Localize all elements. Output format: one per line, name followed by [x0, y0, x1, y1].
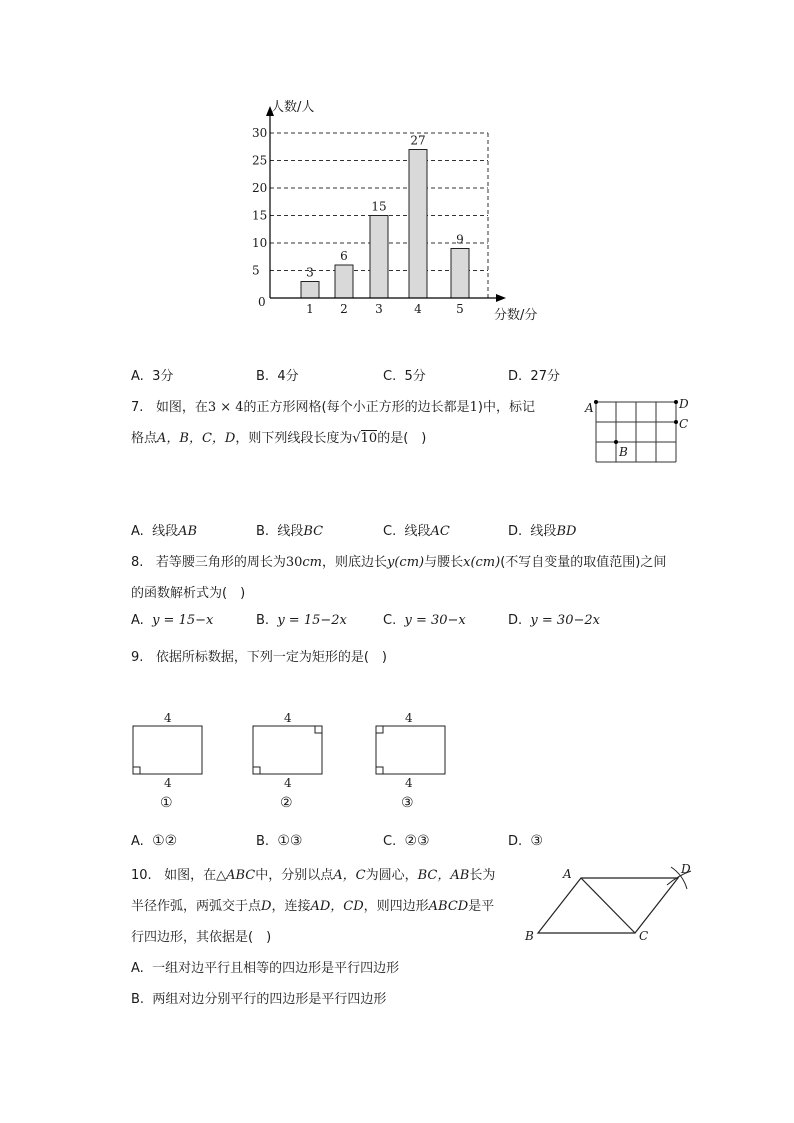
rect-1-top: 4 [164, 711, 172, 725]
math: cm [302, 555, 322, 570]
option-letter: C. [383, 834, 397, 849]
option-letter: C. [383, 613, 397, 628]
right-angle-mark [253, 767, 260, 774]
bar [335, 265, 353, 298]
bar-value-label: 6 [340, 249, 348, 263]
bar [370, 216, 388, 299]
q6-option-b[interactable] [256, 365, 299, 384]
option-letter: D. [508, 613, 523, 628]
y-tick-label: 30 [252, 126, 268, 140]
text: ，则下列线段长度为 [235, 431, 353, 446]
text: (不写自变量的取值范围)之间 [500, 555, 667, 570]
option-letter: A. [131, 834, 144, 849]
text: 中，分别以点 [255, 868, 334, 883]
text: 半径作弧，两弧交于点 [131, 899, 262, 914]
option-text: 线段 [530, 524, 557, 539]
option-letter: B. [256, 613, 270, 628]
q10-line3 [131, 926, 271, 945]
question-number: 9. [131, 650, 144, 665]
rect-2-bottom: 4 [284, 776, 292, 790]
text: 如图，在 [155, 400, 208, 415]
text: 的正方形网格(每个小正方形的边长都是 [243, 400, 470, 415]
text: 与腰长 [424, 555, 464, 570]
option-text: 线段 [152, 524, 179, 539]
label-a: A [585, 401, 594, 415]
text: 依据所标数据，下列一定为矩形的是( ) [155, 650, 387, 665]
q9-option-a[interactable] [131, 833, 177, 849]
option-letter: A. [131, 613, 144, 628]
text: ，则底边长 [321, 555, 387, 570]
q8-option-a[interactable] [131, 613, 213, 628]
y-tick-label: 15 [252, 208, 268, 223]
x-axis-arrow [496, 294, 506, 302]
option-letter: B. [131, 992, 145, 1007]
option-letter: D. [508, 369, 523, 384]
option-math: BC [303, 524, 324, 539]
q8-option-c[interactable] [383, 613, 466, 628]
option-math: BD [556, 524, 577, 539]
text: 长为 [469, 868, 496, 883]
text: )中，标记 [477, 400, 535, 415]
label-c: C [679, 417, 689, 431]
y-tick-label: 20 [252, 181, 268, 195]
q8-option-b[interactable] [256, 613, 347, 628]
option-math: AC [430, 524, 450, 539]
bar-value-label: 3 [306, 265, 314, 280]
option-letter: D. [508, 524, 523, 539]
math: 30 [285, 555, 303, 570]
q10-option-b[interactable] [131, 988, 386, 1007]
x-tick-label: 1 [306, 302, 314, 316]
math: AD，CD [310, 899, 364, 914]
q8-line1 [131, 551, 666, 570]
point-d [674, 400, 678, 404]
bar-chart [0, 0, 794, 340]
right-angle-mark [376, 767, 383, 774]
label-c: C [639, 929, 649, 943]
y-tick-label: 10 [252, 236, 268, 250]
rect-1-label: ① [160, 795, 173, 811]
text: 格点 [131, 431, 158, 446]
q7-option-a[interactable] [131, 520, 197, 539]
q9-option-b[interactable] [256, 833, 302, 849]
q9-figures [120, 705, 480, 815]
sqrt-symbol: √ [352, 431, 361, 446]
q9-option-c[interactable] [383, 833, 430, 849]
point-c [674, 420, 678, 424]
rect-2-top: 4 [284, 711, 292, 725]
option-letter: A. [131, 524, 144, 539]
option-text: 一组对边平行且相等的四边形是平行四边形 [152, 961, 400, 976]
label-b: B [619, 445, 628, 459]
rect-3 [376, 726, 445, 774]
text: ，连接 [271, 899, 311, 914]
text: 的是( ) [377, 431, 427, 446]
option-letter: B. [256, 369, 270, 384]
x-axis-label: 分数/分 [494, 308, 538, 323]
y-tick-label: 5 [252, 263, 260, 278]
y-axis-label: 人数/人 [271, 100, 315, 115]
point-b [614, 440, 618, 444]
rect-1-bottom: 4 [164, 776, 172, 790]
option-text: 两组对边分别平行的四边形是平行四边形 [152, 992, 387, 1007]
option-letter: C. [383, 369, 397, 384]
option-math: y = 15−x [152, 613, 214, 628]
q9-line1 [131, 646, 387, 665]
option-math: y = 30−2x [530, 613, 600, 628]
option-math: y = 15−2x [277, 613, 347, 628]
q7-option-c[interactable] [383, 520, 450, 539]
option-letter: B. [256, 524, 270, 539]
q7-grid-figure [580, 390, 700, 470]
question-number: 8. [131, 555, 144, 570]
q10-parallelogram-figure [515, 855, 705, 950]
text: 是平 [468, 899, 495, 914]
q8-option-d[interactable] [508, 613, 600, 628]
bar-value-label: 27 [410, 133, 426, 148]
option-math: y = 30−x [404, 613, 466, 628]
math: BC，AB [417, 868, 470, 883]
question-number: 7. [131, 400, 144, 415]
option-text: ①② [152, 833, 178, 849]
diagonal-ac [581, 878, 635, 933]
sqrt-radicand: 10 [360, 431, 378, 446]
rect-2 [253, 726, 322, 774]
bar [301, 282, 319, 299]
option-text: 5分 [404, 369, 426, 384]
q7-line2 [131, 427, 426, 446]
point-a [594, 400, 598, 404]
q7-option-d[interactable] [508, 520, 576, 539]
math: △ABC [216, 868, 256, 883]
q6-option-c[interactable] [383, 365, 426, 384]
math: A，B，C，D [157, 431, 236, 446]
q8-line2 [131, 582, 245, 601]
math: 3 × 4 [207, 400, 244, 415]
option-math: AB [178, 524, 198, 539]
bar-value-label: 9 [456, 232, 464, 247]
y-tick-label: 0 [258, 295, 266, 309]
bar [409, 150, 427, 299]
x-tick-label: 3 [375, 302, 383, 316]
label-b: B [525, 929, 534, 943]
option-text: 线段 [404, 524, 431, 539]
text: 的函数解析式为( ) [131, 586, 246, 601]
label-d: D [679, 397, 689, 411]
option-letter: B. [256, 834, 270, 849]
rect-3-label: ③ [401, 795, 414, 811]
option-letter: C. [383, 524, 397, 539]
option-letter: A. [131, 369, 144, 384]
option-text: 4分 [277, 369, 299, 384]
label-d: D [681, 862, 691, 876]
text: 如图，在 [164, 868, 217, 883]
bar-value-label: 15 [371, 199, 387, 214]
option-text: 3分 [152, 369, 174, 384]
option-letter: D. [508, 834, 523, 849]
math: ABCD [428, 899, 469, 914]
q10-option-a[interactable] [131, 957, 399, 976]
text: ，则四边形 [363, 899, 429, 914]
math: 1 [469, 400, 478, 415]
right-angle-mark [315, 726, 322, 733]
q10-line2 [131, 895, 494, 914]
math: D [261, 899, 272, 914]
option-letter: A. [131, 961, 144, 976]
rect-3-top: 4 [405, 711, 413, 725]
x-tick-label: 2 [340, 302, 348, 316]
y-tick-label: 25 [252, 153, 268, 168]
q7-line1 [131, 396, 535, 415]
text: 若等腰三角形的周长为 [155, 555, 286, 570]
x-tick-label: 5 [456, 302, 464, 316]
q7-option-b[interactable] [256, 520, 323, 539]
q6-option-d[interactable] [508, 365, 560, 384]
right-angle-mark [376, 726, 383, 733]
rect-2-label: ② [280, 795, 293, 811]
option-text: ①③ [277, 833, 303, 849]
q6-option-a[interactable] [131, 365, 173, 384]
option-text: 线段 [277, 524, 304, 539]
option-text: 27分 [530, 369, 560, 384]
label-a: A [563, 867, 572, 881]
bar [451, 249, 469, 299]
right-angle-mark [133, 767, 140, 774]
rect-1 [133, 726, 202, 774]
q9-option-d[interactable] [508, 833, 543, 849]
x-tick-label: 4 [414, 302, 422, 316]
math: x(cm) [463, 555, 501, 570]
rect-3-bottom: 4 [405, 776, 413, 790]
question-number: 10. [131, 868, 152, 883]
math: A，C [333, 868, 366, 883]
text: 行四边形，其依据是( ) [131, 930, 272, 945]
option-text: ②③ [404, 833, 430, 849]
q10-line1 [131, 864, 495, 883]
text: 为圆心， [365, 868, 418, 883]
math: y(cm) [387, 555, 425, 570]
option-text: ③ [530, 833, 543, 849]
